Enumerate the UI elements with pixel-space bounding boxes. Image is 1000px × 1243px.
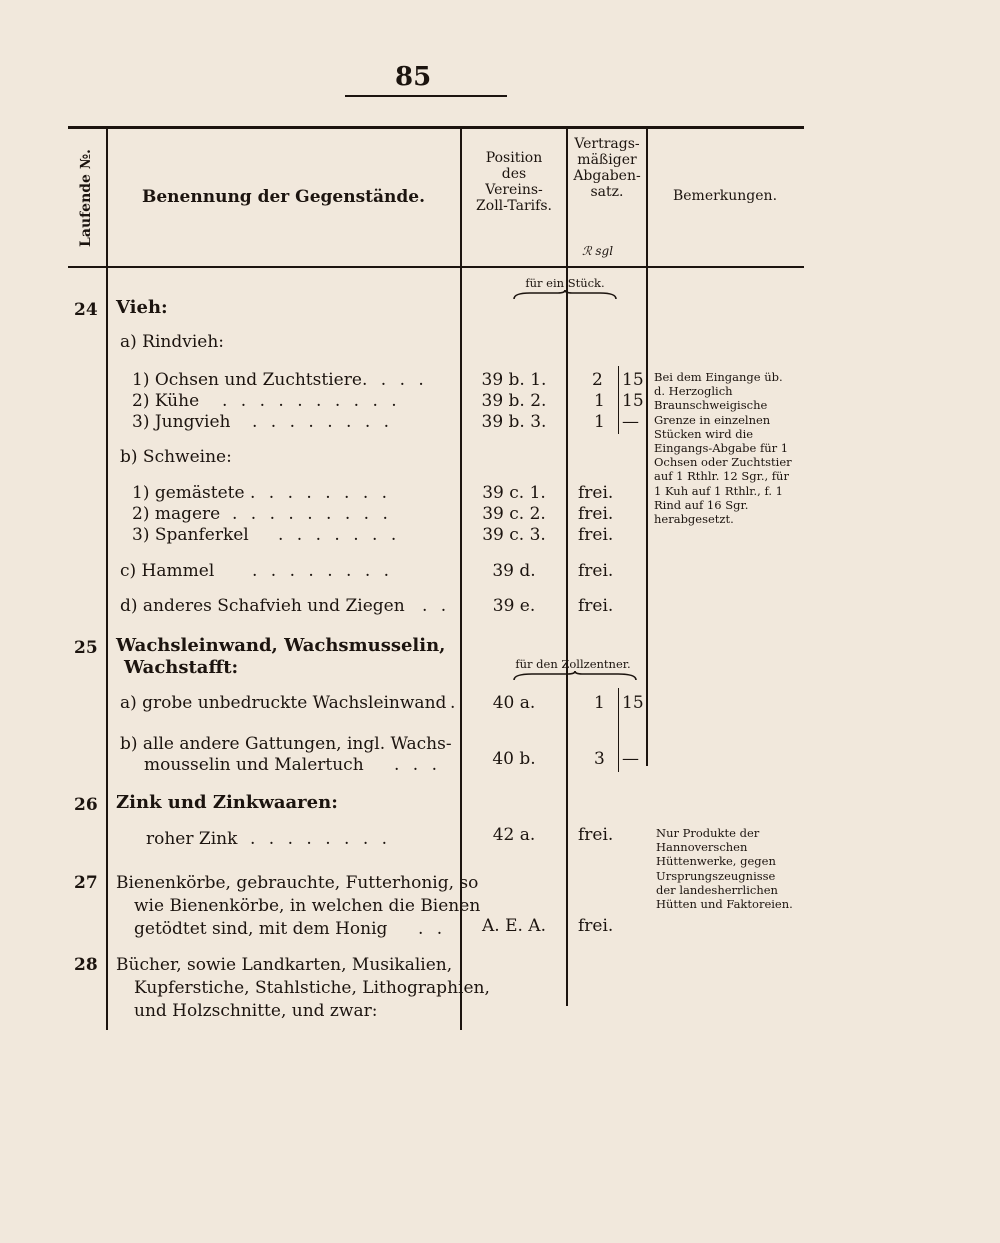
entry-number: 27 (74, 873, 98, 893)
item-buecher-2: Kupferstiche, Stahlstiche, Lithographien, (134, 978, 490, 998)
unit-per-zentner: für den Zollzentner. (515, 657, 631, 671)
item-spanferkel: 3) Spanferkel (132, 525, 249, 545)
position-value: 40 b. (492, 749, 536, 769)
item-roher-zink: roher Zink (146, 829, 238, 849)
item-bienen-3: getödtet sind, mit dem Honig (134, 919, 388, 939)
rate-sgl: 15 (622, 693, 644, 713)
position-value: 39 c. 2. (482, 504, 546, 524)
brace-per-zentner (512, 671, 638, 683)
rate-frei: frei. (578, 504, 614, 524)
position-value: 39 b. 3. (481, 412, 547, 432)
leader-dots: . . . . . . . . (250, 829, 392, 849)
entry-number: 26 (74, 795, 98, 815)
rate-frei: frei. (578, 561, 614, 581)
rate-thaler: 2 (592, 370, 603, 390)
position-value: 39 c. 3. (482, 525, 546, 545)
remark-vieh: Bei dem Eingange üb. d. Herzoglich Braunschweigische Grenze in einzelnen Stücken wird die Eingangs-Abgabe für 1 Ochsen oder Zuchtstier auf 1 Rthlr. 12 Sgr., für 1 Kuh auf 1 Rthlr., f. 1 Rind auf 16 Sgr. herabgesetzt. (654, 370, 792, 527)
rate-sgl: — (622, 412, 639, 432)
rate-thaler: 1 (594, 391, 605, 411)
item-magere: 2) magere (132, 504, 221, 524)
leader-dots: . . . . . . . . . . (222, 391, 401, 411)
rate-frei: frei. (578, 483, 614, 503)
position-value: A. E. A. (482, 916, 546, 936)
position-value: 39 b. 1. (481, 370, 547, 390)
item-gemaestete: 1) gemästete (132, 483, 245, 503)
unit-per-piece: für ein Stück. (525, 276, 605, 290)
position-value: 42 a. (492, 825, 536, 845)
table-top-rule (68, 126, 804, 129)
rate-sgl: 15 (622, 391, 644, 411)
rate-sgl: 15 (622, 370, 644, 390)
header-satz: Vertrags-mäßiger Abgaben-satz. (573, 136, 641, 200)
entry-title-wachs: Wachsleinwand, Wachsmusselin, (116, 635, 446, 656)
leader-dots: . . . . . . . (278, 525, 401, 545)
sgl-divider-b (618, 688, 619, 772)
leader-dots: . . . (394, 755, 442, 775)
leader-dots: . . (422, 596, 451, 616)
rate-frei: frei. (578, 596, 614, 616)
leader-dots: . . . . (362, 370, 428, 390)
entry-title-zink: Zink und Zinkwaaren: (116, 792, 338, 813)
leader-dots: . . (418, 919, 447, 939)
leader-dots: . . . . . . . . . (232, 504, 392, 524)
item-jungvieh: 3) Jungvieh (132, 412, 231, 432)
header-bemerkungen: Bemerkungen. (672, 188, 778, 204)
position-value: 39 e. (492, 596, 536, 616)
leader-dots: . . . . . . . . (252, 561, 394, 581)
item-kuehe: 2) Kühe (132, 391, 200, 411)
entry-number: 24 (74, 300, 98, 320)
item-buecher: Bücher, sowie Landkarten, Musikalien, (116, 955, 453, 975)
item-hammel: c) Hammel (120, 561, 215, 581)
position-value: 39 c. 1. (482, 483, 546, 503)
entry-title-wachs-2: Wachstafft: (124, 657, 239, 678)
leader-dots: . (450, 693, 460, 713)
position-value: 40 a. (492, 693, 536, 713)
header-laufende-nr: Laufende №. (78, 149, 94, 247)
item-ochsen: 1) Ochsen und Zuchtstiere (132, 370, 362, 390)
rate-thaler: 3 (594, 749, 605, 769)
rate-frei: frei. (578, 825, 614, 845)
position-value: 39 b. 2. (481, 391, 547, 411)
entry-title-vieh: Vieh: (116, 297, 168, 318)
remark-zink: Nur Produkte der Hannoverschen Hüttenwerke, gegen Ursprungszeugnisse der landesherrlichen Hütten und Faktoreien. (656, 826, 793, 912)
item-bienen: Bienenkörbe, gebrauchte, Futterhonig, so (116, 873, 479, 893)
item-grobe: a) grobe unbedruckte Wachsleinwand (120, 693, 447, 713)
leader-dots: . . . . . . . . (252, 412, 394, 432)
item-schafvieh: d) anderes Schafvieh und Ziegen (120, 596, 405, 616)
entry-number: 25 (74, 638, 98, 658)
subheading-rindvieh: a) Rindvieh: (120, 332, 225, 352)
rate-sgl: — (622, 749, 639, 769)
sgl-divider-a (618, 366, 619, 434)
col-divider-4 (646, 126, 648, 766)
header-benennung: Benennung der Gegenstände. (142, 187, 425, 207)
brace-per-piece (512, 290, 618, 302)
subheading-schweine: b) Schweine: (120, 447, 232, 467)
header-satz-units: ℛ sgl (582, 244, 614, 258)
item-alle: b) alle andere Gattungen, ingl. Wachs- (120, 734, 452, 754)
header-bottom-rule (68, 266, 804, 268)
rate-frei: frei. (578, 916, 614, 936)
rate-thaler: 1 (594, 693, 605, 713)
item-bienen-2: wie Bienenkörbe, in welchen die Bienen (134, 896, 481, 916)
header-position: Position des Vereins-Zoll-Tarifs. (476, 150, 552, 214)
entry-number: 28 (74, 955, 98, 975)
rate-thaler: 1 (594, 412, 605, 432)
leader-dots: . . . . . . . . (250, 483, 392, 503)
position-value: 39 d. (492, 561, 536, 581)
item-buecher-3: und Holzschnitte, und zwar: (134, 1001, 378, 1021)
rate-frei: frei. (578, 525, 614, 545)
page-number-underline (345, 95, 507, 97)
page-number: 85 (395, 62, 432, 92)
item-alle-2: mousselin und Malertuch (144, 755, 364, 775)
